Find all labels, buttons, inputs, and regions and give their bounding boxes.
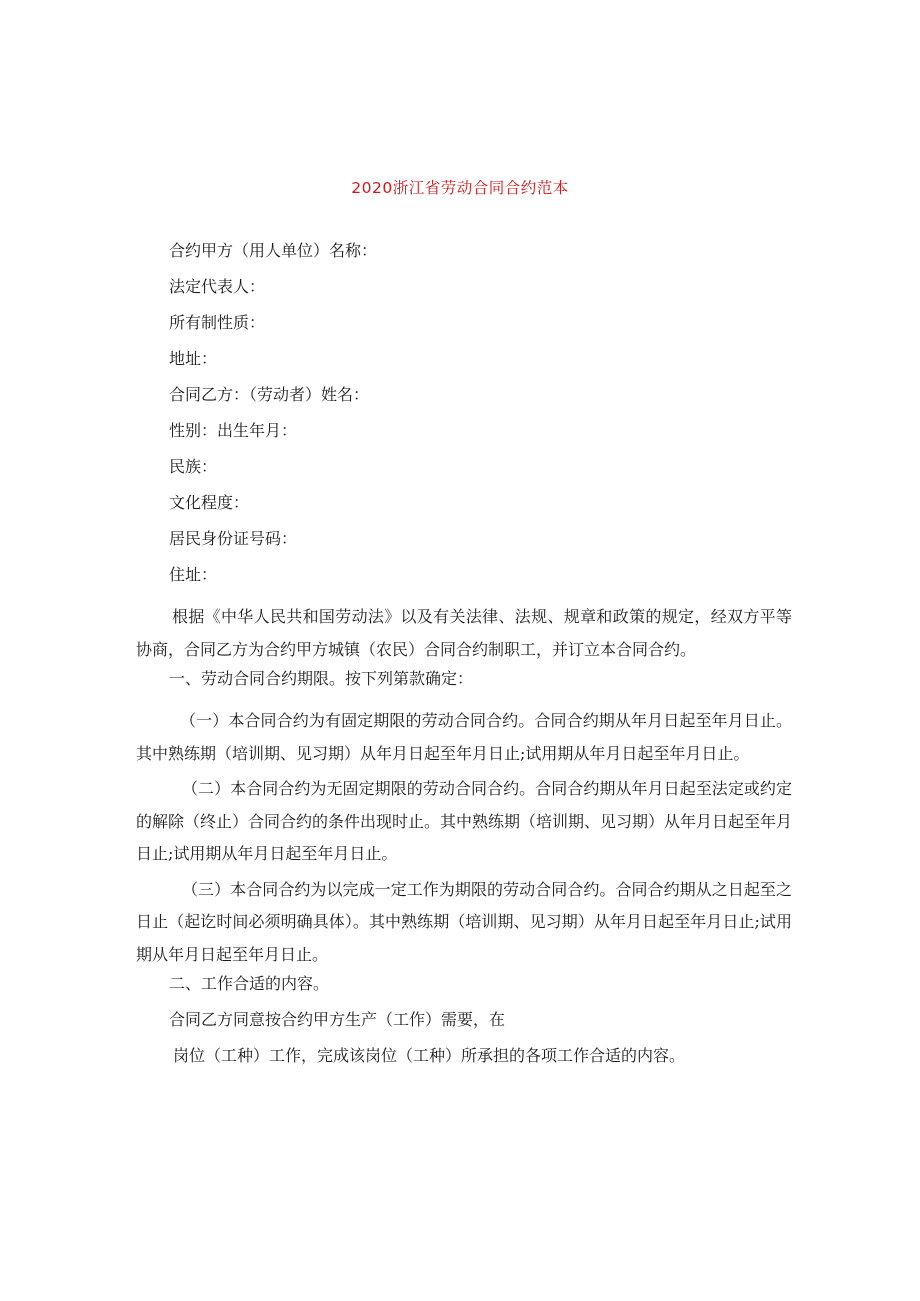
field-gender-birth: 性别：出生年月： (169, 421, 298, 440)
term-fixed-paragraph: （一）本合同合约为有固定期限的劳动合同合约。合同合约期从年月日起至年月日止。其中熟练期（培训期、见习期）从年月日起至年月日止;试用期从年月日起至年月日止。 (136, 711, 792, 763)
section2-line2: 岗位（工种）工作，完成该岗位（工种）所承担的各项工作合适的内容。 (173, 1046, 686, 1065)
document-body (136, 241, 792, 1082)
section2-heading: 二、工作合适的内容。 (169, 974, 330, 993)
basis-paragraph: 根据《中华人民共和国劳动法》以及有关法律、法规、规章和政策的规定，经双方平等协商，合同乙方为合约甲方城镇（农民）合同合约制职工，并订立本合同合约。 (136, 607, 792, 659)
field-ethnicity: 民族： (169, 457, 218, 476)
document-title: 2020浙江省劳动合同合约范本 (351, 179, 569, 197)
field-ownership-type: 所有制性质： (169, 313, 266, 332)
field-education: 文化程度： (169, 493, 250, 512)
field-residence: 住址： (169, 565, 218, 584)
section2-line1: 合同乙方同意按合约甲方生产（工作）需要，在 (169, 1010, 506, 1029)
section1-heading: 一、劳动合同合约期限。按下列第款确定： (169, 669, 474, 688)
term-open-paragraph: （二）本合同合约为无固定期限的劳动合同合约。合同合约期从年月日起至法定或约定的解除（终止）合同合约的条件出现时止。其中熟练期（培训期、见习期）从年月日起至年月日止;试用期从年月日起至年月日止。 (136, 779, 793, 863)
field-legal-representative: 法定代表人： (169, 277, 266, 296)
term-task-paragraph: （三）本合同合约为以完成一定工作为期限的劳动合同合约。合同合约期从之日起至之日止（起讫时间必须明确具体）。其中熟练期（培训期、见习期）从年月日起至年月日止;试用期从年月日起至年月日止。 (136, 879, 792, 964)
field-employer-address: 地址： (169, 349, 218, 368)
field-id-number: 居民身份证号码： (169, 529, 298, 548)
field-employee-name: 合同乙方：（劳动者）姓名： (169, 385, 370, 404)
field-employer-name: 合约甲方（用人单位）名称： (169, 241, 378, 260)
